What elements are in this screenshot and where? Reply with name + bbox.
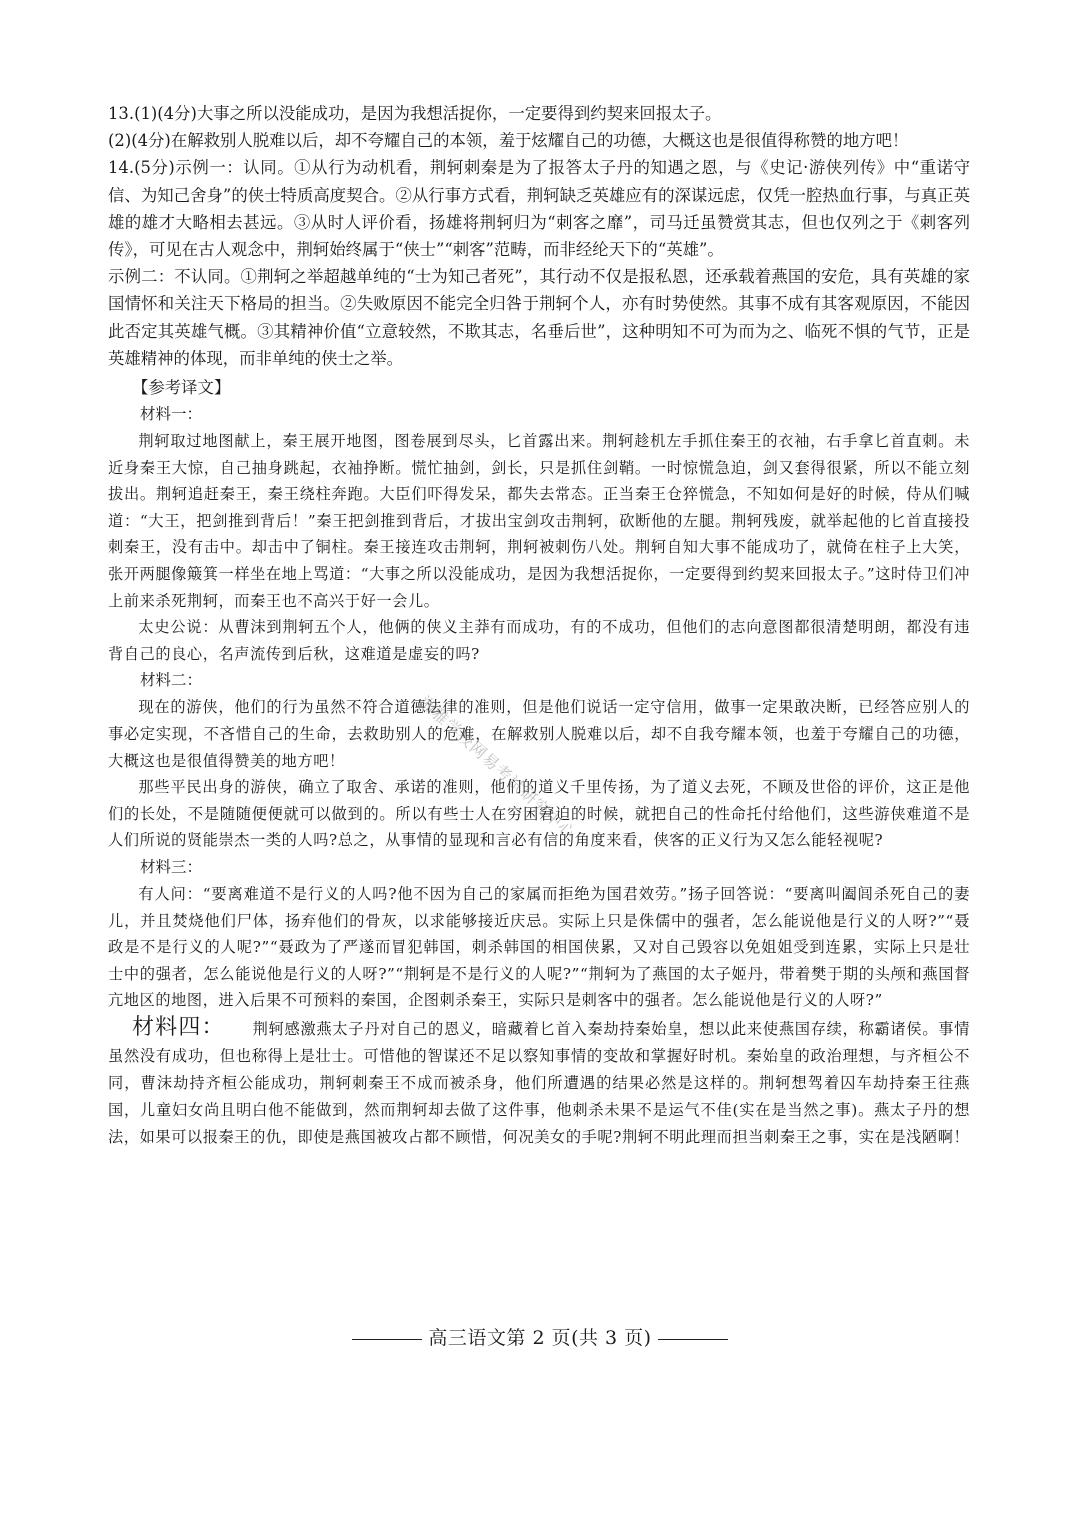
material-4-block (108, 1014, 970, 1151)
material-3-paragraph-1: 有人问：“要离难道不是行义的人吗?他不因为自己的家属而拒绝为国君效劳。”扬子回答说：“要离叫阖闾杀死自己的妻儿，并且焚烧他们尸体，扬弃他们的骨灰，以求能够接近庆忌。实际上只是侏儒中的强者，怎么能说他是行义的人呀?”“聂政是不是行义的人呢?”“聂政为了严遂而冒犯韩国，刺杀韩国的相国侠累，又对自己毁容以免姐姐受到连累，实际上只是壮士中的强者，怎么能说他是行义的人呀?”“荆轲是不是行义的人呢?”“荆轲为了燕国的太子姬丹，带着樊于期的头颅和燕国督亢地区的地图，进入后果不可预料的秦国，企图刺杀秦王，实际只是刺客中的强者。怎么能说他是行义的人呀?” (108, 884, 970, 1010)
material-1-label: 材料一： (140, 405, 203, 424)
answer-page (108, 100, 970, 1151)
watermark: 湘雅学校网易考试研究中心 (415, 692, 580, 843)
material-2-paragraph-2: 那些平民出身的游侠，确立了取舍、承诺的准则，他们的道义千里传扬，为了道义去死，不顾及世俗的评价，这正是他们的长处，不是随随便便就可以做到的。所以有些士人在穷困窘迫的时候，就把自己的性命托付给他们，这些游侠难道不是人们所说的贤能崇杰一类的人吗?总之，从事情的显现和言必有信的角度来看，侠客的正义行为又怎么能轻视呢? (108, 778, 970, 850)
material-1-paragraph-2: 太史公说：从曹沫到荆轲五个人，他俩的侠义主莽有而成功，有的不成功，但他们的志向意图都很清楚明朗，都没有违背自己的良心，名声流传到后秋，这难道是虚妄的吗? (108, 618, 970, 663)
material-3-label: 材料三： (140, 857, 203, 876)
material-2-paragraph-1: 现在的游侠，他们的行为虽然不符合道德法律的准则，但是他们说话一定守信用，做事一定果敢决断，已经答应别人的事必定实现，不吝惜自己的生命，去救助别人的危难，在解救别人脱难以后，却不自我夸耀本领，也羞于夸耀自己的功德，大概这也是很值得赞美的地方吧！ (108, 698, 970, 770)
answer-14-example-2: 示例二：不认同。①荆轲之举超越单纯的“士为知己者死”，其行动不仅是报私恩，还承载着燕国的安危，具有英雄的家国情怀和关注天下格局的担当。②失败原因不能完全归咎于荆轲个人，亦有时势使然。其事不成有其客观原因，不能因此否定其英雄气概。③其精神价值“立意较然，不欺其志，名垂后世”，这种明知不可为而为之、临死不惧的气节，正是英雄精神的体现，而非单纯的侠士之举。 (108, 267, 970, 368)
answer-14-example-1: 14.(5分)示例一：认同。①从行为动机看，荆轲刺秦是为了报答太子丹的知遇之恩，与《史记·游侠列传》中“重诺守信、为知己舍身”的侠士特质高度契合。②从行事方式看，荆轲缺乏英雄应有的深谋远虑，仅凭一腔热血行事，与真正英雄的雄才大略相去甚远。③从时人评价看，扬雄将荆轲归为“刺客之靡”，司马迁虽赞赏其志，但也仅列之于《刺客列传》，可见在古人观念中，荆轲始终属于“侠士”“刺客”范畴，而非经纶天下的“英雄”。 (108, 158, 970, 260)
page-footer (0, 1323, 1080, 1350)
footer-text: 高三语文第 2 页(共 3 页) (428, 1327, 652, 1349)
answer-13-2: (2)(4分)在解救别人脱难以后，却不夸耀自己的本领，羞于炫耀自己的功德，大概这也是很值得称赞的地方吧！ (108, 131, 909, 151)
translation-heading: 【参考译文】 (132, 378, 231, 398)
material-4-label: 材料四： (132, 1014, 225, 1040)
material-2-label: 材料二： (140, 671, 203, 690)
footer-rule-right (658, 1339, 728, 1340)
material-4-paragraph-1: 荆轲感激燕太子丹对自己的恩义，暗藏着匕首入秦劫持秦始皇，想以此来使燕国存续，称霸诸侯。事情虽然没有成功，但也称得上是壮士。可惜他的智谋还不足以察知事情的变故和掌握好时机。秦始皇的政治理想，与齐桓公不同，曹沫劫持齐桓公能成功，荆轲刺秦王不成而被杀身，他们所遭遇的结果必然是这样的。荆轲想驾着囚车劫持秦王往燕国，儿童妇女尚且明白他不能做到，然而荆轲却去做了这件事，他刺杀未果不是运气不佳(实在是当然之事)。燕太子丹的想法，如果可以报秦王的仇，即使是燕国被攻占都不顾惜，何况美女的手呢?荆轲不明此理而担当刺秦王之事，实在是浅陋啊！ (108, 1019, 970, 1146)
answer-13-1: 13.(1)(4分)大事之所以没能成功，是因为我想活捉你，一定要得到约契来回报太子。 (108, 104, 722, 123)
material-1-paragraph-1: 荆轲取过地图献上，秦王展开地图，图卷展到尽头，匕首露出来。荆轲趁机左手抓住秦王的衣袖，右手拿匕首直刺。未近身秦王大惊，自己抽身跳起，衣袖挣断。慌忙抽剑，剑长，只是抓住剑鞘。一时惊慌急迫，剑又套得很紧，所以不能立刻拔出。荆轲追赶秦王，秦王绕柱奔跑。大臣们吓得发呆，都失去常态。正当秦王仓猝慌急，不知如何是好的时候，侍从们喊道：“大王，把剑推到背后！”秦王把剑推到背后，才拔出宝剑攻击荆轲，砍断他的左腿。荆轲残废，就举起他的匕首直接投刺秦王，没有击中。却击中了铜柱。秦王接连攻击荆轲，荆轲被刺伤八处。荆轲自知大事不能成功了，就倚在柱子上大笑，张开两腿像簸箕一样坐在地上骂道：“大事之所以没能成功，是因为我想活捉你，一定要得到约契来回报太子。”这时侍卫们冲上前来杀死荆轲，而秦王也不高兴于好一会儿。 (108, 432, 970, 610)
footer-rule-left (352, 1339, 422, 1340)
